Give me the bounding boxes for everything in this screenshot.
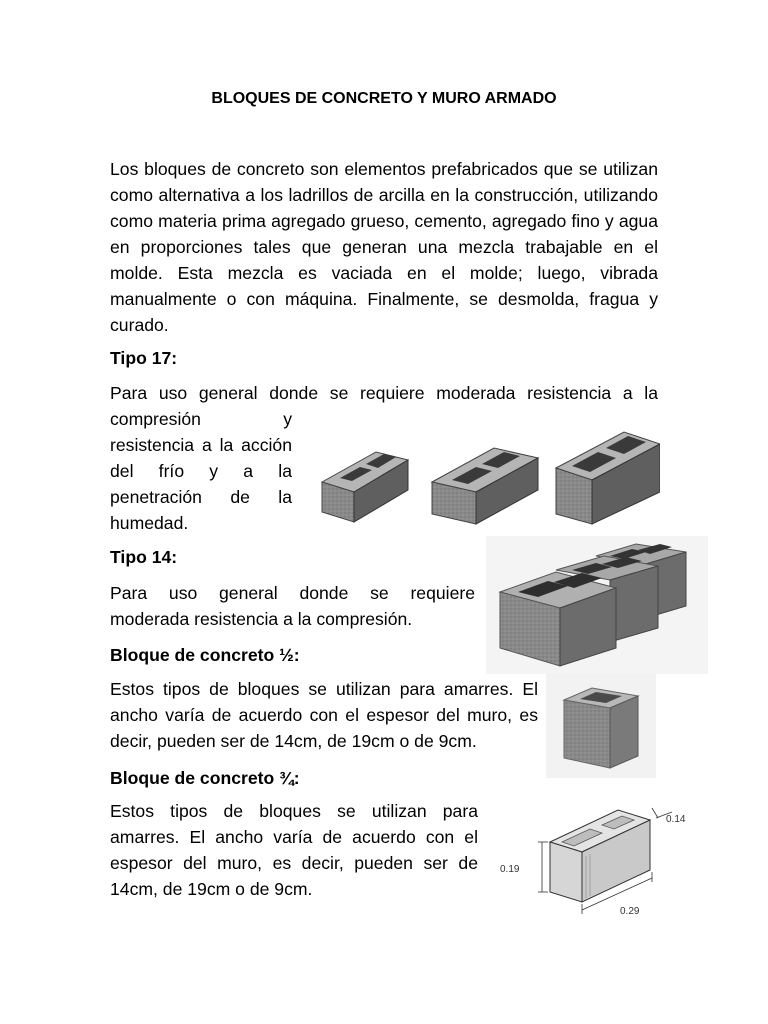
tipo-17-text	[110, 380, 658, 406]
text-line: amarres. El ancho varía de acuerdo con el	[110, 827, 478, 847]
intro-paragraph: Los bloques de concreto son elementos prefabricados que se utilizan como alternativa a los ladrillos de arcilla en la construcción, utilizando como materia prima agregado grueso, cemento, agregado fino y agua en proporciones tales que generan una mezcla trabajable en el molde. Esta mezcla es vaciada en el molde; luego, vibrada manualmente o con máquina. Finalmente, se desmolda, fragua y curado.	[110, 159, 658, 335]
text-line: penetración de la	[110, 487, 292, 507]
height-dimension-label: 0.19	[500, 864, 520, 875]
text-line: Para uso general donde se requiere	[110, 583, 475, 603]
block-small-image	[322, 452, 408, 522]
text-line: 14cm, de 19cm o de 9cm.	[110, 879, 313, 899]
block-medium-image	[432, 448, 538, 524]
tipo-17-heading: Tipo 17:	[110, 348, 178, 368]
text-line: moderada resistencia a la compresión.	[110, 609, 413, 629]
block-wall-image	[486, 536, 708, 674]
text-line: humedad.	[110, 513, 189, 533]
block-large-image	[556, 432, 660, 524]
bloque-medio-text	[110, 676, 538, 754]
page-title: BLOQUES DE CONCRETO Y MURO ARMADO	[211, 90, 557, 107]
tipo-17-text-narrow	[110, 406, 292, 536]
bloque-tres-cuartos-text	[110, 798, 478, 902]
bloque-tres-cuartos-heading: Bloque de concreto ¾:	[110, 768, 300, 788]
tipo-14-heading: Tipo 14:	[110, 547, 178, 567]
text-line: espesor del muro, es decir, pueden ser de	[110, 853, 478, 873]
text-line: resistencia a la acción	[110, 435, 292, 455]
text-line: Para uso general donde se requiere moderada resistencia a la	[110, 383, 658, 403]
text-line: Estos tipos de bloques se utilizan para	[110, 801, 478, 821]
dimensioned-block-diagram	[490, 798, 698, 936]
length-dimension-label: 0.29	[620, 906, 640, 917]
text-line: ancho varía de acuerdo con el espesor del muro, es	[110, 705, 538, 725]
tipo-14-text	[110, 580, 475, 632]
width-dimension-label: 0.14	[666, 814, 686, 825]
text-line: del frío y a la	[110, 461, 292, 481]
three-concrete-blocks-image	[316, 420, 660, 526]
bloque-medio-heading: Bloque de concreto ½:	[110, 645, 300, 665]
text-line: Estos tipos de bloques se utilizan para amarres. El	[110, 679, 538, 699]
half-block-image	[546, 674, 656, 778]
text-line: decir, pueden ser de 14cm, de 19cm o de 9cm.	[110, 731, 477, 751]
text-line: compresión y	[110, 409, 292, 429]
